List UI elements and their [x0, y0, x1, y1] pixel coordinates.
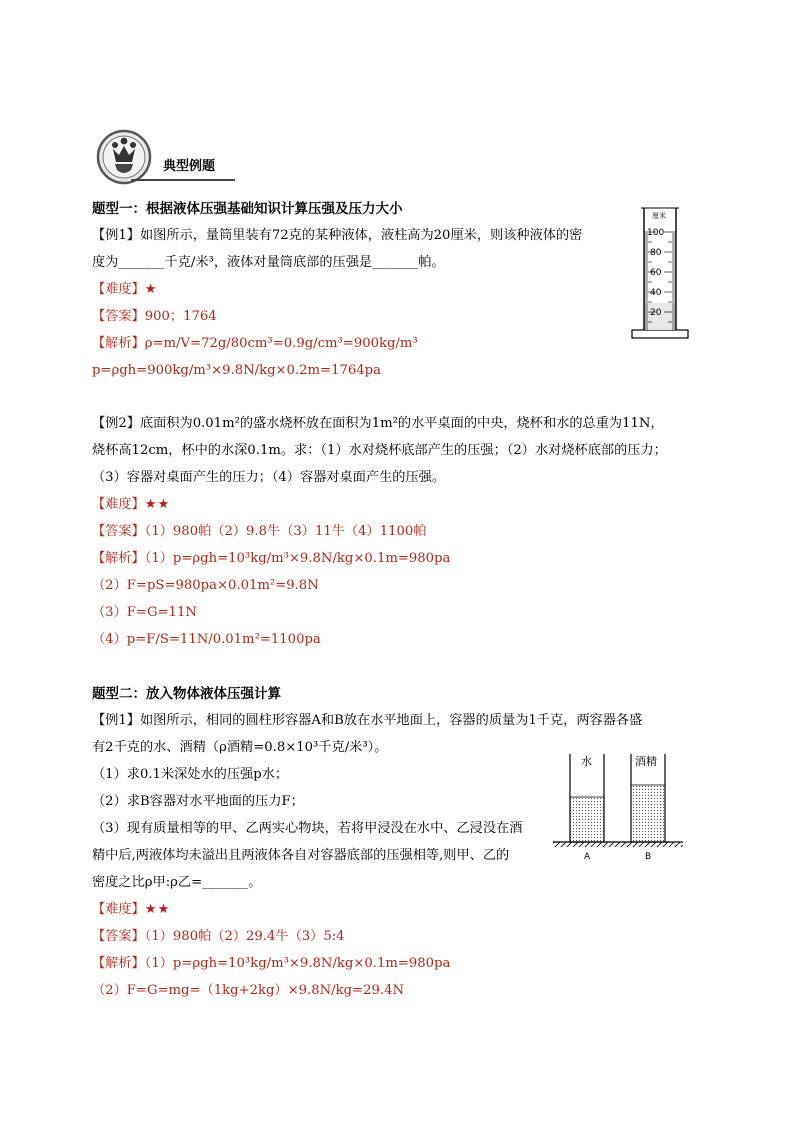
s1-ex1-line1: 【例1】如图所示，量筒里装有72克的某种液体，液柱高为20厘米，则该种液体的密 [92, 228, 583, 243]
s1-ex2-line3: （3）容器对桌面产生的压力；（4）容器对桌面产生的压强。 [92, 470, 446, 485]
s2-ex1-analysis2: （2）F=G=mg=（1kg+2kg）×9.8N/kg=29.4N [92, 983, 405, 998]
difficulty-stars: ★★ [144, 497, 171, 512]
s2-ex1-difficulty: 【难度】★★ [92, 902, 171, 917]
s1-ex1-analysis2: p=ρgh=900kg/m³×9.8N/kg×0.2m=1764pa [92, 363, 381, 378]
containers-figure [548, 752, 688, 862]
section-header [95, 128, 235, 183]
s1-ex2-line2: 烧杯高12cm，杯中的水深0.1m。求：（1）水对烧杯底部产生的压强；（2）水对烧杯底部的压力； [92, 443, 667, 458]
difficulty-stars: ★ [144, 282, 158, 297]
crown-icon [95, 128, 153, 186]
s2-ex1-q1: （1）求0.1米深处水的压强p水； [92, 767, 289, 782]
s1-ex2-analysis2: （2）F=pS=980pa×0.01m²=9.8N [92, 578, 319, 593]
s1-ex2-answer: 【答案】（1）980帕（2）9.8牛（3）11牛（4）1100帕 [92, 524, 427, 539]
cylinder-tick-label-40: 40 [650, 288, 662, 298]
header-underline [131, 179, 235, 181]
container-a-liquid [570, 797, 604, 842]
s1-ex1-analysis1: 【解析】ρ=m/V=72g/80cm³=0.9g/cm³=900kg/m³ [92, 336, 418, 351]
container-a-label: A [584, 852, 591, 862]
s1-ex1-line2: 度为_______千克/米³，液体对量筒底部的压强是_______帕。 [92, 255, 445, 270]
s2-ex1-q3a: （3）现有质量相等的甲、乙两实心物块，若将甲浸没在水中、乙浸没在酒 [92, 821, 523, 836]
container-b-liquid [631, 785, 665, 842]
s1-ex2-difficulty: 【难度】★★ [92, 497, 171, 512]
cylinder-tick-label-60: 60 [650, 268, 662, 278]
graduated-cylinder-figure [630, 206, 690, 340]
s2-ex1-q2: （2）求B容器对水平地面的压力F； [92, 794, 304, 809]
section1-heading: 题型一：根据液体压强基础知识计算压强及压力大小 [92, 201, 403, 217]
cylinder-unit-label: 厘米 [652, 212, 666, 220]
cylinder-tick-label-80: 80 [650, 248, 662, 258]
section2-heading: 题型二：放入物体液体压强计算 [92, 686, 281, 702]
s1-ex1-difficulty: 【难度】★ [92, 282, 158, 297]
section-title: 典型例题 [163, 159, 216, 174]
s2-ex1-line1: 【例1】如图所示，相同的圆柱形容器A和B放在水平地面上，容器的质量为1千克，两容器各盛 [92, 713, 643, 728]
s1-ex1-answer: 【答案】900；1764 [92, 309, 217, 324]
difficulty-stars: ★★ [144, 902, 171, 917]
container-a-top-label: 水 [581, 755, 592, 768]
cylinder-tick-label-20: 20 [650, 308, 662, 318]
s2-ex1-analysis1: 【解析】（1）p=ρgh=10³kg/m³×9.8N/kg×0.1m=980pa [92, 956, 451, 971]
s1-ex2-analysis4: （4）p=F/S=11N/0.01m²=1100pa [92, 632, 321, 647]
container-b-top-label: 酒精 [635, 755, 657, 768]
container-b-label: B [645, 852, 652, 862]
s1-ex2-analysis3: （3）F=G=11N [92, 605, 197, 620]
s1-ex2-line1: 【例2】底面积为0.01m²的盛水烧杯放在面积为1m²的水平桌面的中央，烧杯和水的总重为11N， [92, 416, 664, 431]
s2-ex1-line2: 有2千克的水、酒精（ρ酒精=0.8×10³千克/米³）。 [92, 740, 388, 755]
s2-ex1-q3b: 精中后,两液体均未溢出且两液体各自对容器底部的压强相等,则甲、乙的 [92, 848, 510, 863]
s1-ex2-analysis1: 【解析】（1）p=ρgh=10³kg/m³×9.8N/kg×0.1m=980pa [92, 551, 451, 566]
s2-ex1-q3c: 密度之比ρ甲:ρ乙=_______。 [92, 875, 262, 890]
s2-ex1-answer: 【答案】（1）980帕（2）29.4牛（3）5:4 [92, 929, 345, 944]
cylinder-tick-label-100: 100 [647, 228, 665, 238]
